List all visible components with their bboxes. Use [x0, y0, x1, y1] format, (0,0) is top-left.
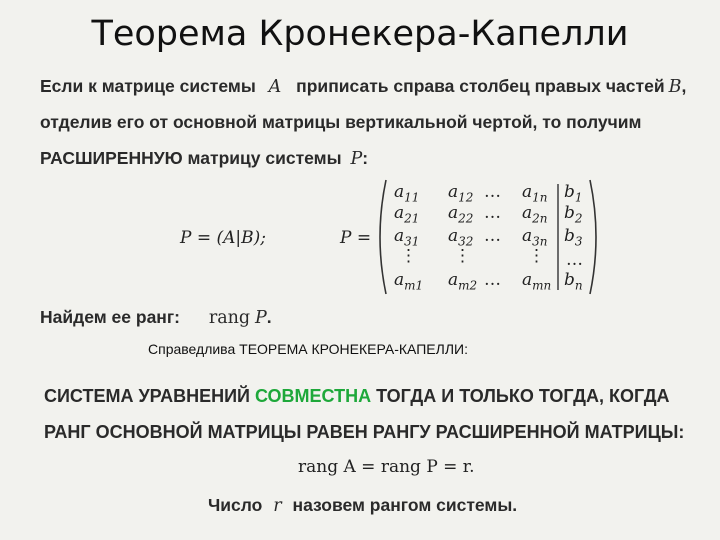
matrix-cell-r1-c3: … [484, 182, 501, 202]
rank-label: Найдем ее ранг: [40, 307, 180, 327]
theorem-line-2: РАНГ ОСНОВНОЙ МАТРИЦЫ РАВЕН РАНГУ РАСШИРЕННОЙ МАТРИЦЫ: [44, 422, 685, 442]
theorem-last-text-a: Число [208, 495, 263, 515]
matrix-cell-r3-c2: $a_{32}$ [448, 226, 474, 249]
formula-p-equals-ab: P = (A|B); [180, 228, 266, 248]
matrix-cell-r4-c1: ⋮ [400, 246, 417, 266]
matrix-cell-r3-c5: $b_3$ [564, 226, 583, 249]
theorem-line-1-text-a: СИСТЕМА УРАВНЕНИЙ [44, 386, 250, 406]
rank-line [40, 307, 272, 328]
theorem-consistent-highlight: СОВМЕСТНА [255, 386, 372, 406]
matrix-cell-r2-c5: $b_2$ [564, 203, 583, 226]
matrix-cell-r3-c1: $a_{31}$ [394, 226, 420, 249]
rank-equality: rang A = rang P = r. [298, 457, 475, 477]
intro-comma: , [681, 76, 687, 96]
intro-matrix-a-symbol: A [268, 77, 282, 97]
augmented-matrix [372, 178, 604, 296]
matrix-cell-r5-c3: … [484, 270, 501, 290]
rank-r-symbol: r [273, 496, 282, 516]
intro-line-1-text-a: Если к матрице системы [40, 76, 256, 96]
matrix-cell-r2-c3: … [484, 203, 501, 223]
rank-p-symbol: P [255, 308, 267, 328]
matrix-cell-r3-c3: … [484, 226, 501, 246]
matrix-cell-r4-c2: ⋮ [454, 246, 471, 266]
matrix-cell-r5-c4: $a_{mn}$ [522, 270, 552, 293]
rank-dot: . [266, 307, 272, 327]
matrix-cell-r4-c5: … [566, 250, 583, 270]
intro-colon: : [362, 148, 369, 168]
theorem-note: Справедлива ТЕОРЕМА КРОНЕКЕРА-КАПЕЛЛИ: [148, 341, 468, 357]
intro-line-3 [40, 148, 368, 169]
rank-expression: rang [208, 308, 251, 328]
intro-matrix-b-symbol: B [668, 77, 682, 97]
matrix-cell-r2-c4: $a_{2n}$ [522, 203, 548, 226]
page-title: Теорема Кронекера-Капелли [91, 14, 629, 54]
matrix-cell-r2-c2: $a_{22}$ [448, 203, 474, 226]
matrix-cell-r1-c1: $a_{11}$ [394, 182, 420, 205]
theorem-last-text-b: назовем рангом системы. [292, 495, 518, 515]
matrix-cell-r2-c1: $a_{21}$ [394, 203, 420, 226]
matrix-cell-r5-c1: $a_{m1}$ [394, 270, 424, 293]
matrix-cell-r1-c2: $a_{12}$ [448, 182, 474, 205]
theorem-line-1-text-b: ТОГДА И ТОЛЬКО ТОГДА, КОГДА [376, 386, 670, 406]
matrix-cell-r1-c5: $b_1$ [564, 182, 583, 205]
theorem-last-line [208, 495, 517, 516]
intro-line-2: отделив его от основной матрицы вертикальной чертой, то получим [40, 112, 642, 132]
theorem-line-1 [44, 386, 670, 407]
intro-line-1-text-b: приписать справа столбец правых частей [296, 76, 665, 96]
matrix-cell-r5-c5: $b_n$ [564, 270, 583, 293]
matrix-cell-r1-c4: $a_{1n}$ [522, 182, 548, 205]
formula-p-equals: P = [340, 228, 372, 248]
matrix-cell-r5-c2: $a_{m2}$ [448, 270, 478, 293]
matrix-cell-r3-c4: $a_{3n}$ [522, 226, 548, 249]
matrix-cell-r4-c4: ⋮ [528, 246, 545, 266]
intro-line-3-text: РАСШИРЕННУЮ матрицу системы [40, 148, 342, 168]
intro-line-1 [40, 76, 686, 97]
intro-p-symbol: P [350, 149, 363, 169]
